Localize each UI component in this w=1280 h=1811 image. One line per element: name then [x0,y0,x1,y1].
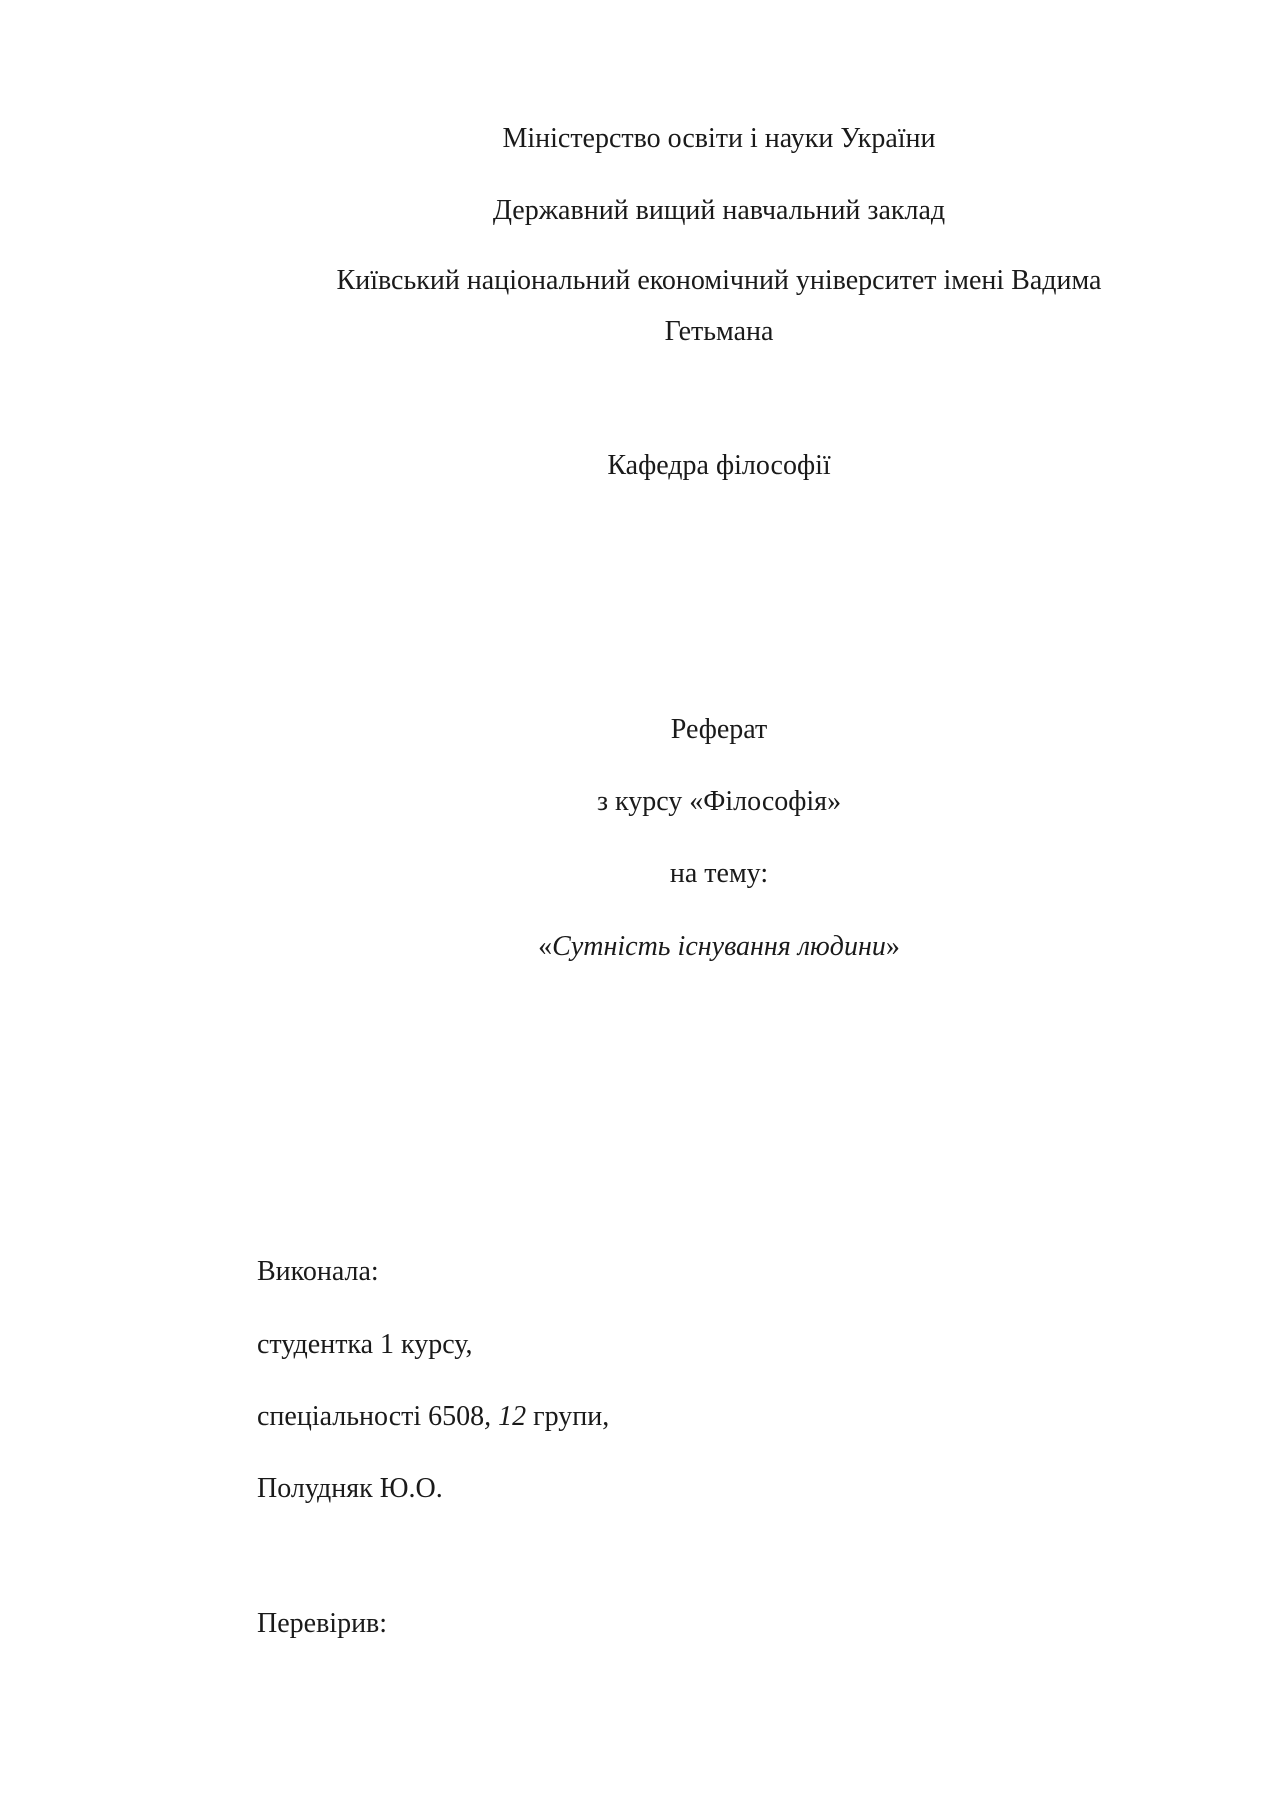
topic-text: Сутність існування людини [552,931,886,962]
doc-type-line: Реферат [670,714,768,745]
topic-line [306,930,1132,964]
ministry-line: Міністерство освіти і науки України [502,123,936,154]
institution-type-line: Державний вищий навчальний заклад [492,195,946,226]
department-line: Кафедра філософії [607,450,831,481]
group-number: 12 [491,1401,527,1432]
performed-label: Виконала: [257,1256,379,1287]
university-line-1: Київський національний економічний університет імені Вадима [336,265,1102,296]
specialty-prefix: спеціальності 6508 [257,1401,485,1432]
group-suffix: групи, [526,1401,610,1432]
topic-intro-line: на тему: [669,858,769,889]
course-line: з курсу «Філософія» [596,786,842,817]
topic-open-quote: « [538,931,553,962]
specialty-comma: , [484,1401,492,1432]
student-line: студентка 1 курсу, [257,1329,473,1360]
topic-close-quote: » [885,931,900,962]
university-line-2: Гетьмана [664,316,774,347]
specialty-line [257,1400,609,1434]
checked-label: Перевірив: [257,1608,388,1639]
student-name-line: Полудняк Ю.О. [257,1473,443,1504]
